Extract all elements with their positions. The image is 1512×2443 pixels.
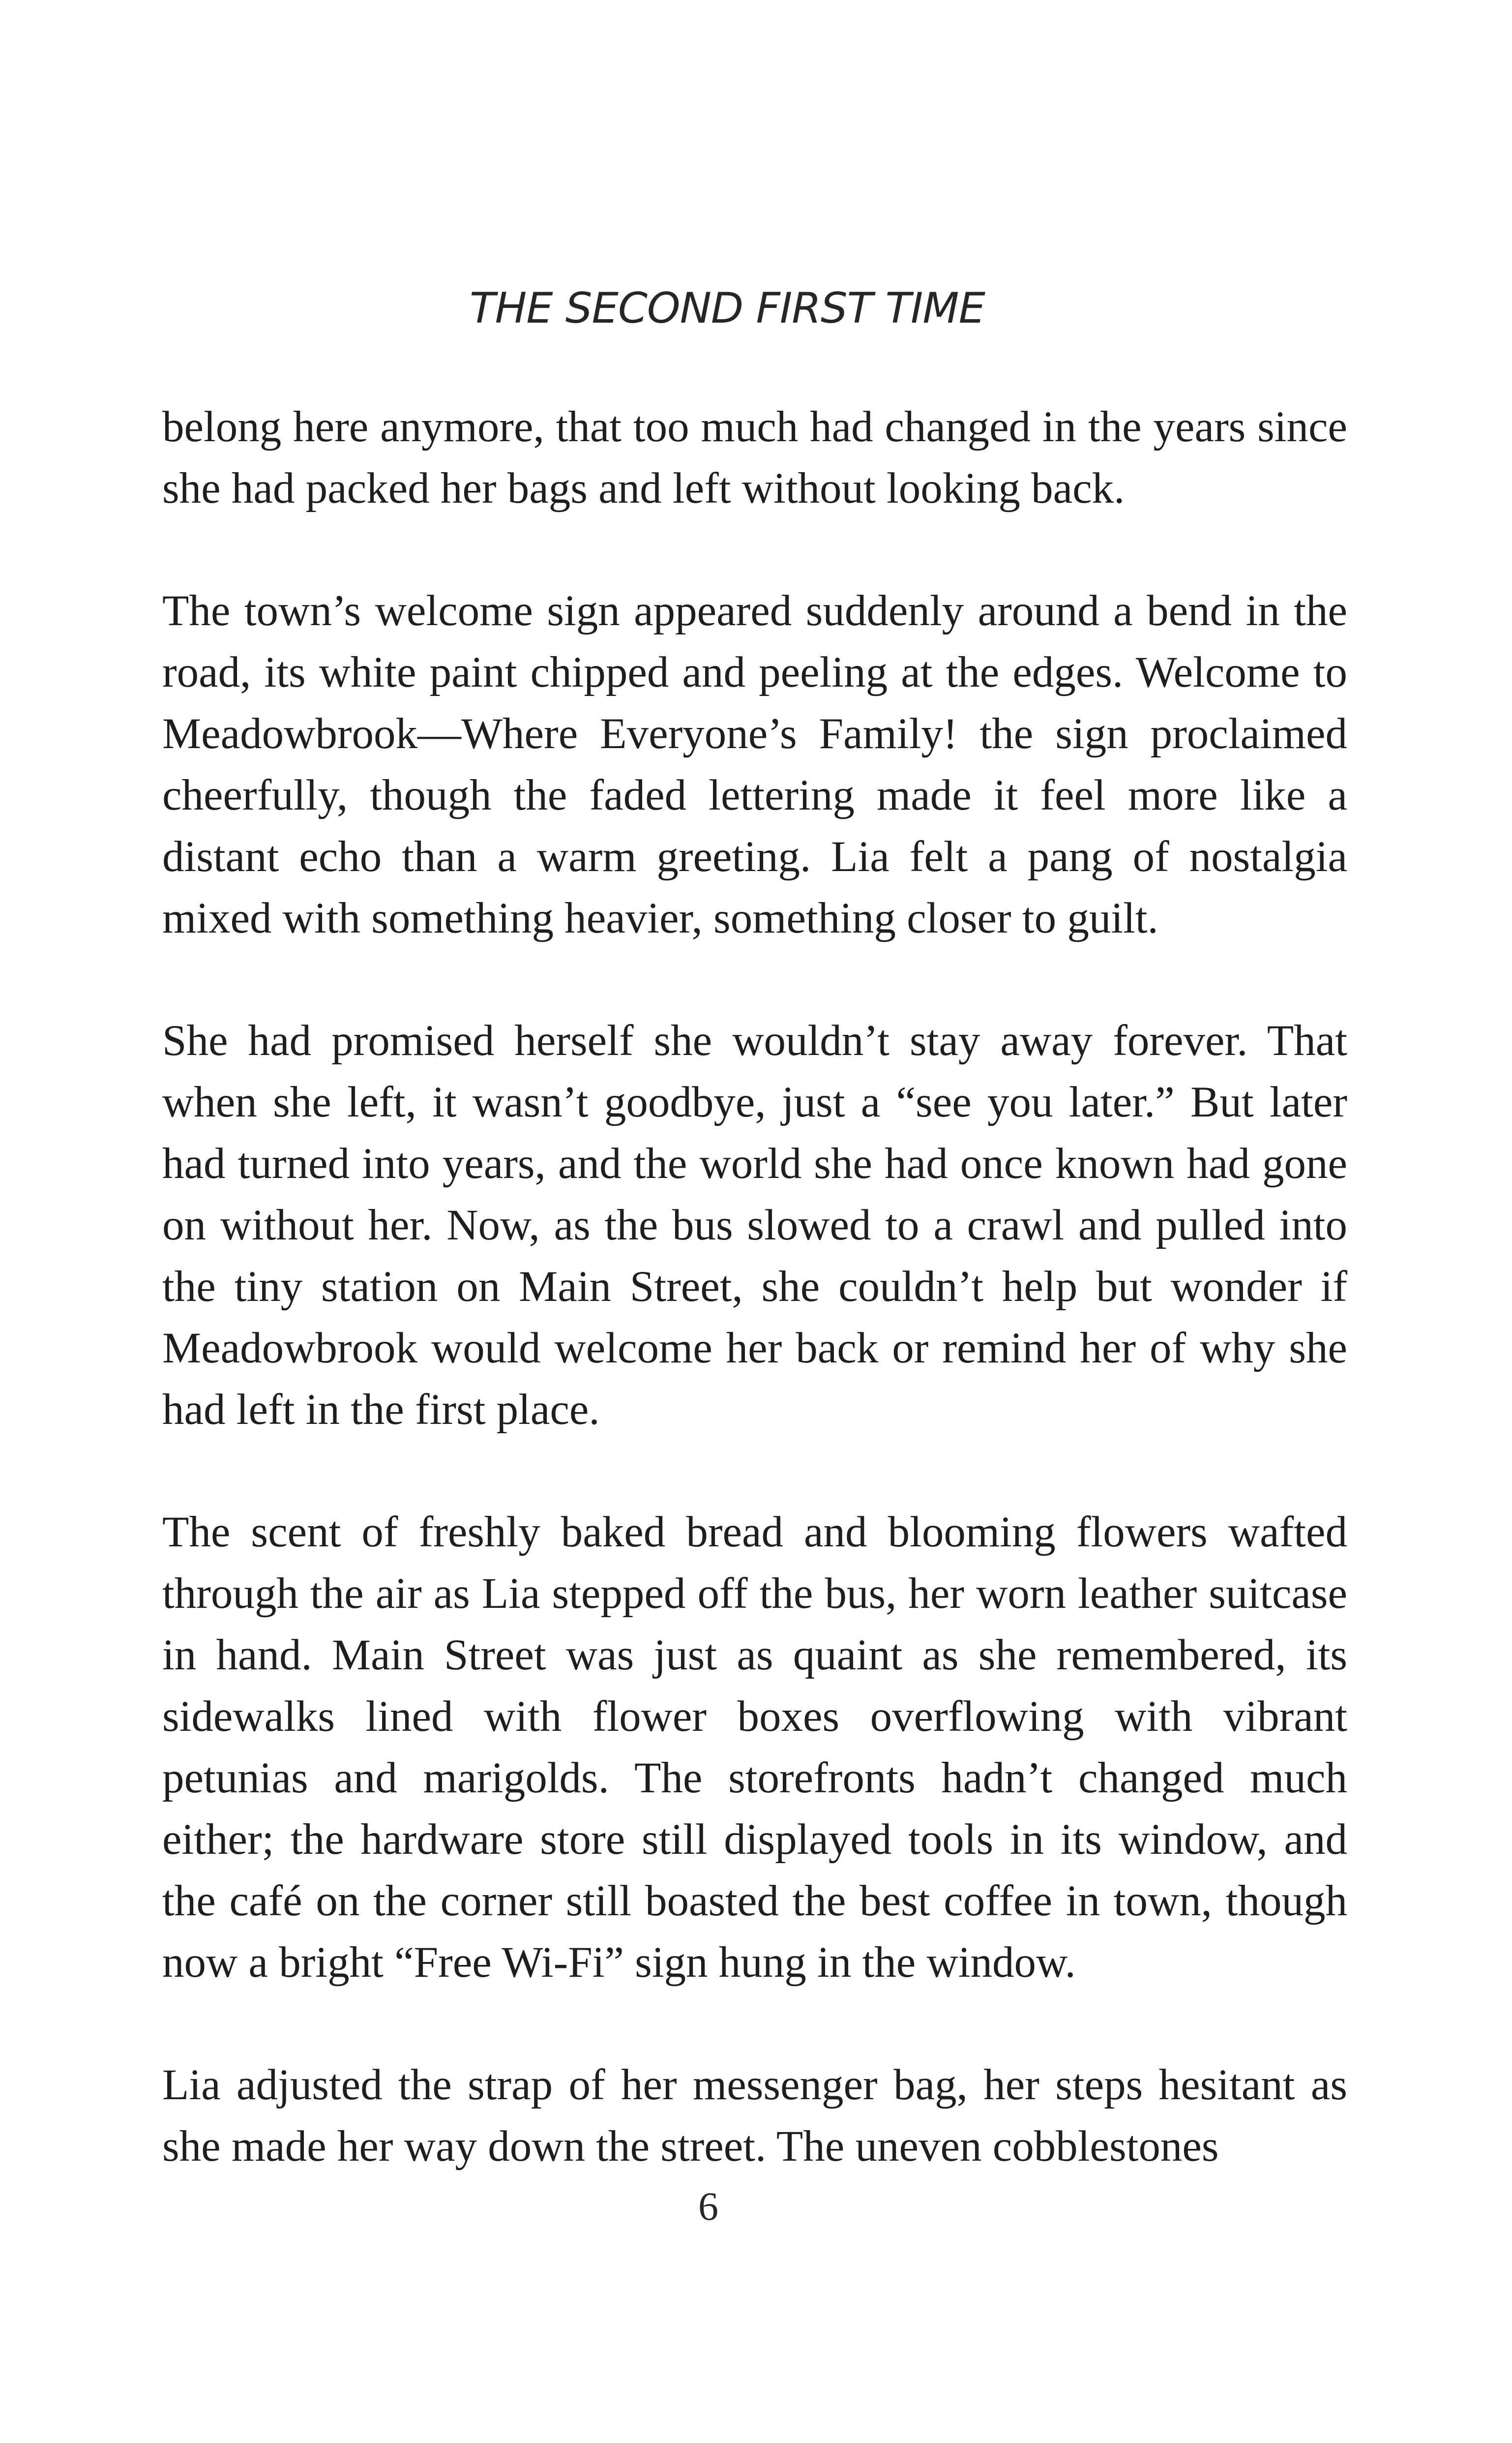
paragraph-1: belong here anymore, that too much had changed in the years since she had packed her bags and left without looking back. (162, 403, 1347, 513)
running-title: THE SECOND FIRST TIME (470, 284, 985, 333)
page-number: 6 (698, 2184, 718, 2229)
paragraph-3: She had promised herself she wouldn’t stay away forever. That when she left, it wasn’t goodbye, just a “see you later.” But later had turned into years, and the world she had once known had gone on without her. Now, as the bus slowed to a crawl and pulled into the tiny station on Main Street, she couldn’t help but wonder if Meadowbrook would welcome her back or remind her of why she had left in the first place. (162, 1017, 1347, 1434)
paragraph-4: The scent of freshly baked bread and blooming flowers wafted through the air as Lia stepped off the bus, her worn leather suitcase in hand. Main Street was just as quaint as she remembered, its sidewalks lined with flower boxes overflowing with vibrant petunias and marigolds. The storefronts hadn’t changed much either; the hardware store still displayed tools in its window, and the café on the corner still boasted the best coffee in town, though now a bright “Free Wi-Fi” sign hung in the window. (162, 1508, 1347, 1987)
body-text (162, 396, 1347, 2238)
paragraph-5: Lia adjusted the strap of her messenger bag, her steps hesitant as she made her way down the street. The uneven cobblestones (162, 2061, 1347, 2171)
paragraph-2: The town’s welcome sign appeared suddenly around a bend in the road, its white paint chipped and peeling at the edges. Welcome to Meadowbrook—Where Everyone’s Family! the sign proclaimed cheerfully, though the faded lettering made it feel more like a distant echo than a warm greeting. Lia felt a pang of nostalgia mixed with something heavier, something closer to guilt. (162, 587, 1347, 942)
